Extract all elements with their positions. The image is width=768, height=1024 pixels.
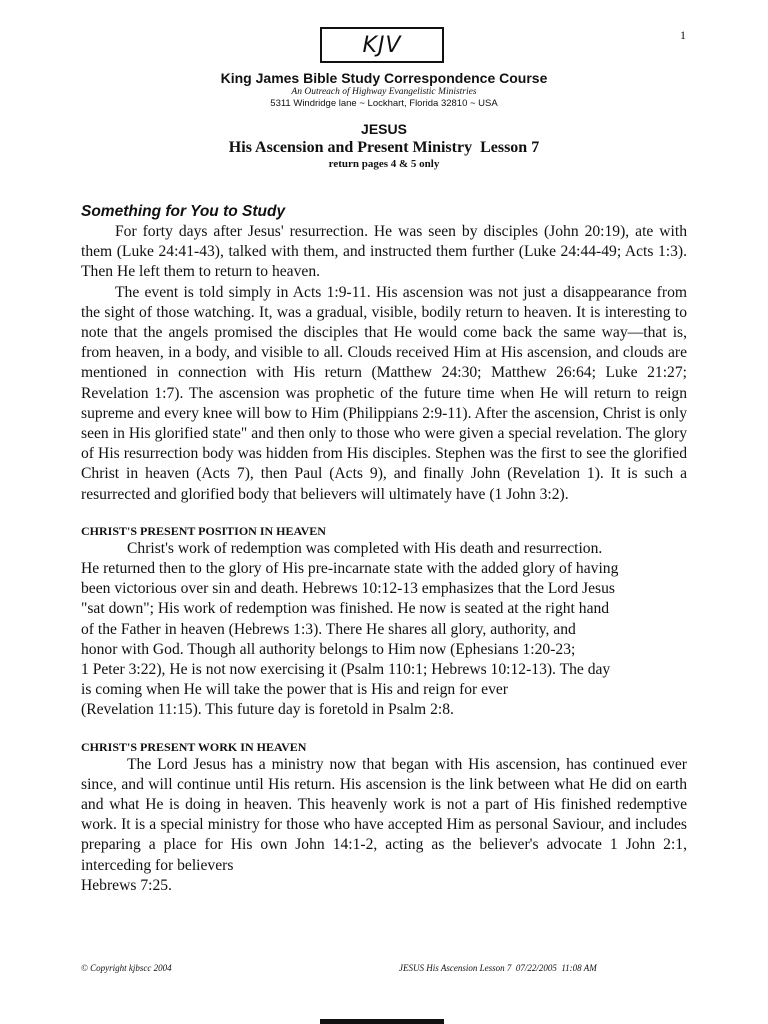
position-line: (Revelation 11:15). This future day is foretold in Psalm 2:8.: [81, 701, 454, 719]
kjv-logo: [320, 27, 444, 63]
study-paragraph-1: For forty days after Jesus' resurrection. He was seen by disciples (John 20:19), ate with them (Luke 24:41-43), talked with them, and instructed them further (Luke 24:44-49; Acts 1:3). Then He left them to return to heaven.: [81, 223, 687, 281]
position-line: "sat down"; His work of redemption was finished. He now is seated at the right hand: [81, 600, 610, 618]
position-line: Christ's work of redemption was completed with His death and resurrection.: [127, 539, 603, 557]
study-heading: Something for You to Study: [81, 203, 286, 220]
lesson-heading: [0, 120, 768, 171]
lesson-content: [81, 202, 687, 896]
lesson-subject: JESUS: [361, 121, 407, 137]
position-line: He returned then to the glory of His pre-incarnate state with the added glory of having: [81, 560, 619, 578]
work-paragraph: The Lord Jesus has a ministry now that began with His ascension, has continued ever since, and will continue until His return. His ascension is the link between what He did on earth and what He is doing in heaven. This heavenly work is not a part of His finished redemptive work. It is a special ministry for those who have accepted Him as personal Saviour, and includes preparing a place for His own John 14:1-2, acting as the believer's advocate 1 John 2:1, interceding for believers: [81, 755, 687, 874]
lesson-title: His Ascension and Present Ministry Lesson 7: [228, 139, 540, 156]
page-footer: [81, 963, 641, 973]
position-line: 1 Peter 3:22), He is not now exercising it (Psalm 110:1; Hebrews 10:12-13). The day: [81, 661, 611, 679]
position-paragraph: [81, 539, 687, 721]
position-line: honor with God. Though all authority belongs to Him now (Ephesians 1:20-23;: [81, 640, 576, 658]
work-paragraph-last-line: Hebrews 7:25.: [81, 876, 172, 894]
kjv-logo-text: KJV: [362, 32, 402, 58]
position-line: been victorious over sin and death. Hebrews 10:12-13 emphasizes that the Lord Jesus: [81, 580, 615, 598]
copyright-text: © Copyright kjbscc 2004: [81, 963, 172, 973]
next-page-box-edge: [320, 1019, 444, 1024]
course-header: [0, 69, 768, 110]
address-line: 5311 Windridge lane ~ Lockhart, Florida 32810 ~ USA: [270, 98, 498, 109]
outreach-line: An Outreach of Highway Evangelistic Ministries: [291, 87, 477, 97]
work-heading: CHRIST'S PRESENT WORK IN HEAVEN: [81, 739, 307, 754]
return-note: return pages 4 & 5 only: [328, 158, 440, 170]
page-number: 1: [680, 28, 686, 42]
file-info-text: JESUS His Ascension Lesson 7 07/22/2005 11:08 AM: [399, 963, 597, 973]
course-title: King James Bible Study Correspondence Course: [220, 70, 548, 86]
study-paragraph-2: The event is told simply in Acts 1:9-11. His ascension was not just a disappearance from the sight of those watching. It, was a gradual, visible, bodily return to heaven. It is interesting to note that the angels promised the disciples that He would come back the same way—that is, from heaven, in a body, and visible to all. Clouds received Him at His ascension, and clouds are mentioned in connection with His return (Matthew 24:30; Matthew 26:64; Luke 21:27; Revelation 1:7). The ascension was prophetic of the future time when He will return to reign supreme and every knee will bow to Him (Philippians 2:9-11). After the ascension, Christ is only seen in His glorified state" and then only to those who were given a special revelation. The glory of His resurrection body was hidden from His disciples. Stephen was the first to see the glorified Christ in heaven (Acts 7), then Paul (Acts 9), and finally John (Revelation 1). It is such a resurrected and glorified body that believers will ultimately have (1 John 3:2).: [81, 283, 687, 503]
position-line: of the Father in heaven (Hebrews 1:3). There He shares all glory, authority, and: [81, 620, 576, 638]
position-heading: CHRIST'S PRESENT POSITION IN HEAVEN: [81, 523, 326, 538]
position-line: is coming when He will take the power that is His and reign for ever: [81, 681, 508, 699]
